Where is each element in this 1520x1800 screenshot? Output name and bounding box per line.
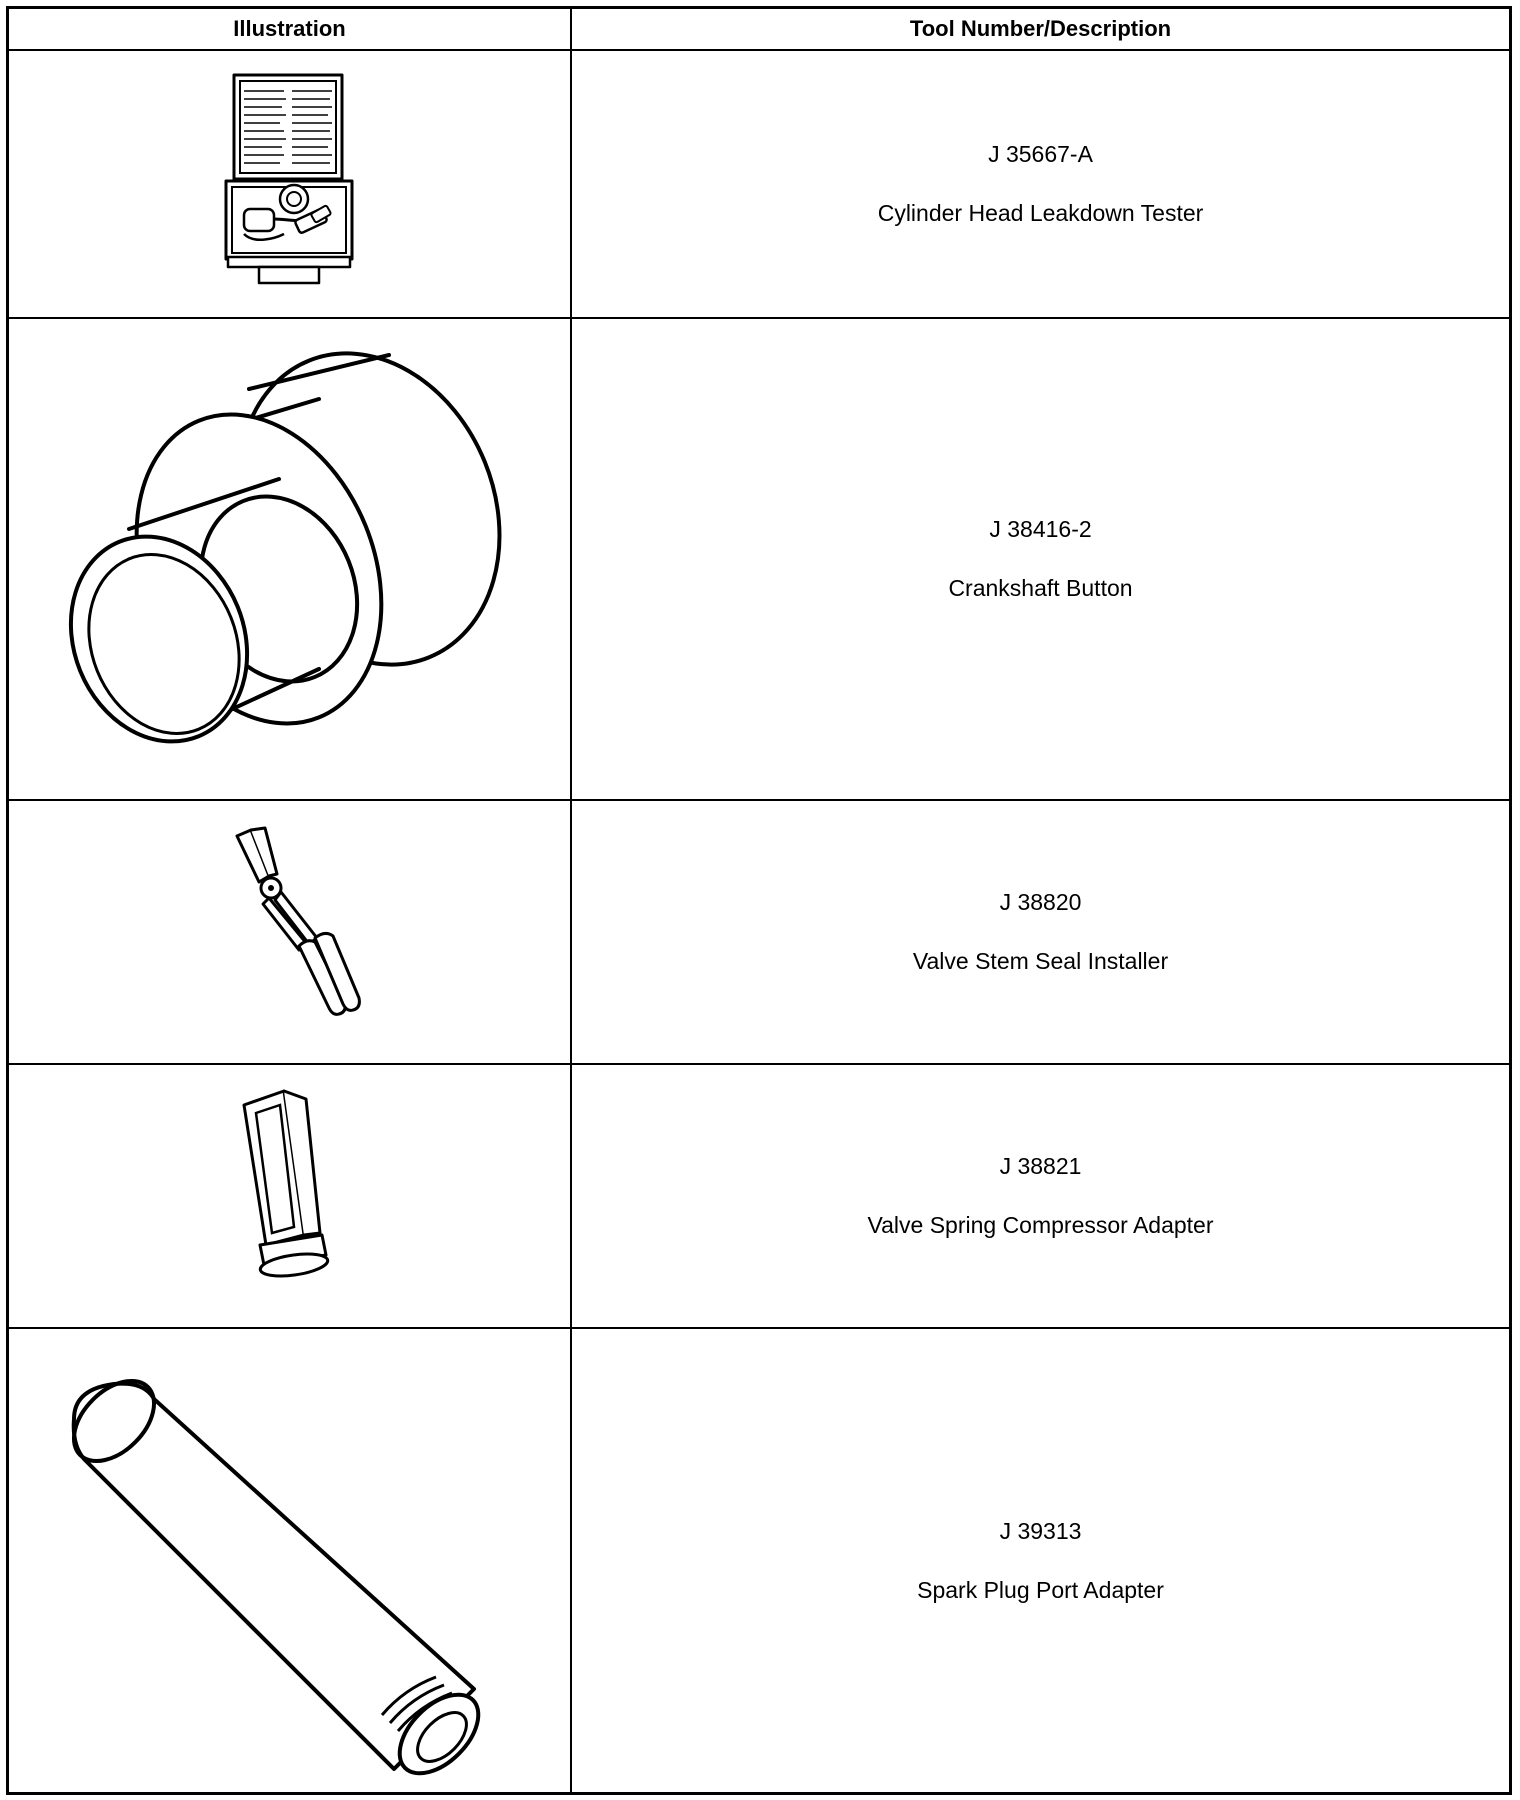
- spark-plug-adapter-icon: [64, 1359, 514, 1779]
- tool-description: Valve Spring Compressor Adapter: [867, 1212, 1214, 1238]
- table-row-illustration: [9, 1065, 570, 1327]
- table-row-illustration: [9, 1329, 570, 1792]
- tool-description: Crankshaft Button: [948, 575, 1133, 601]
- table-row: [572, 801, 1509, 1063]
- table-row: [572, 319, 1509, 799]
- tool-description: Valve Stem Seal Installer: [912, 948, 1169, 974]
- tool-number: J 38820: [999, 889, 1082, 915]
- leakdown-tester-case-icon: [214, 69, 364, 289]
- table-row: [572, 51, 1509, 317]
- tool-number: J 35667-A: [988, 141, 1093, 167]
- tool-description: Cylinder Head Leakdown Tester: [877, 200, 1204, 226]
- tool-description: Spark Plug Port Adapter: [917, 1576, 1164, 1603]
- tool-number: J 38416-2: [989, 516, 1092, 542]
- tool-number: J 39313: [999, 1517, 1082, 1544]
- special-tools-table: [6, 6, 1512, 1795]
- table-row-illustration: [9, 51, 570, 317]
- seal-installer-pliers-icon: [229, 826, 389, 1036]
- header-illustration: Illustration: [233, 16, 346, 41]
- tool-number: J 38821: [999, 1153, 1082, 1179]
- table-row: [572, 1329, 1509, 1792]
- compressor-adapter-icon: [234, 1085, 364, 1285]
- table-row: [572, 1065, 1509, 1327]
- crankshaft-button-icon: [59, 339, 519, 779]
- table-row-illustration: [9, 319, 570, 799]
- table-row-illustration: [9, 801, 570, 1063]
- header-tool-number-description: Tool Number/Description: [909, 16, 1172, 41]
